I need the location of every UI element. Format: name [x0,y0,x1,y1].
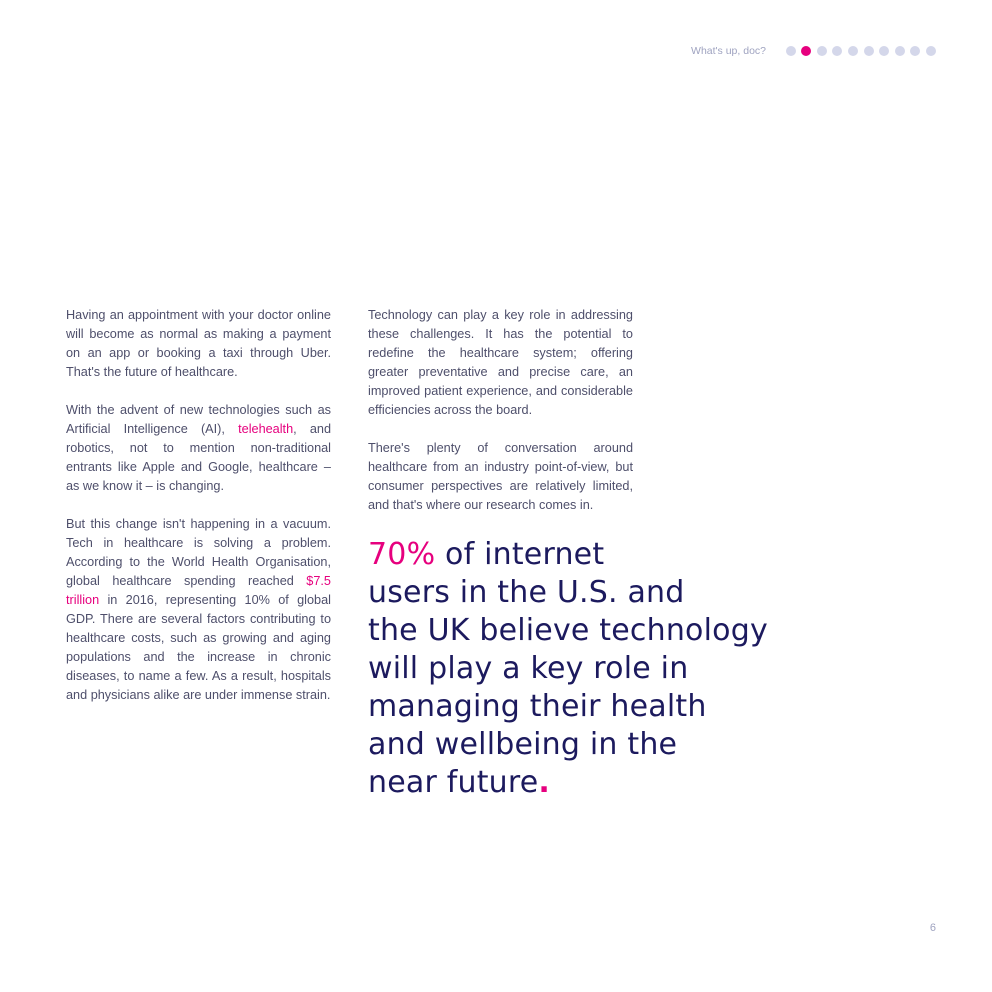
progress-dot[interactable] [786,46,796,56]
quote-line: the UK believe technology [368,613,768,648]
section-title: What's up, doc? [691,45,766,57]
pull-quote [368,536,778,802]
progress-dot[interactable] [879,46,889,56]
paragraph-text: With the advent of new technologies such as Artificial Intelligence (AI), [66,403,331,436]
progress-dot[interactable] [910,46,920,56]
paragraph: There's plenty of conversation around healthcare from an industry point-of-view, but consumer perspectives are relatively limited, and that's where our research comes in. [368,441,633,512]
progress-dot[interactable] [864,46,874,56]
quote-text: of internet [435,537,605,572]
paragraph: Having an appointment with your doctor online will become as normal as making a payment on an app or booking a taxi through Uber. That's the future of healthcare. [66,308,331,379]
quote-line: will play a key role in [368,651,689,686]
page-header [600,43,936,59]
accent-dot: . [538,765,551,800]
paragraph [66,515,331,705]
quote-line [368,536,778,574]
quote-line [368,764,778,802]
progress-dot[interactable] [832,46,842,56]
right-column [368,306,633,534]
quote-line: managing their health [368,689,707,724]
paragraph-text: , and robotics, not to mention non-traditional entrants like Apple and Google, healthcare – as we know it – is changing. [66,422,332,493]
quote-text: near future [368,765,539,800]
quote-line: and wellbeing in the [368,727,678,762]
quote-percent: 70% [368,537,436,572]
telehealth-link[interactable]: telehealth [238,422,294,436]
progress-dot[interactable] [926,46,936,56]
paragraph-text: But this change isn't happening in a vacuum. Tech in healthcare is solving a problem. According to the World Health Organisation, global healthcare spending reached [66,517,331,588]
progress-dot[interactable] [848,46,858,56]
paragraph: Technology can play a key role in addressing these challenges. It has the potential to redefine the healthcare system; offering greater preventative and precise care, an improved patient experience, and considerable efficiencies across the board. [368,308,633,417]
spending-link[interactable]: $7.5 trillion [66,574,331,607]
progress-dots [786,46,936,56]
paragraph [66,401,331,496]
page-number: 6 [929,922,936,934]
progress-dot[interactable] [895,46,905,56]
quote-line: users in the U.S. and [368,575,685,610]
progress-dot-active[interactable] [801,46,811,56]
left-column [66,306,331,724]
progress-dot[interactable] [817,46,827,56]
paragraph-text: in 2016, representing 10% of global GDP. There are several factors contributing to healthcare costs, such as growing and aging populations and the increase in chronic diseases, to name a few. As a result, hospitals and physicians alike are under immense strain. [66,593,331,702]
